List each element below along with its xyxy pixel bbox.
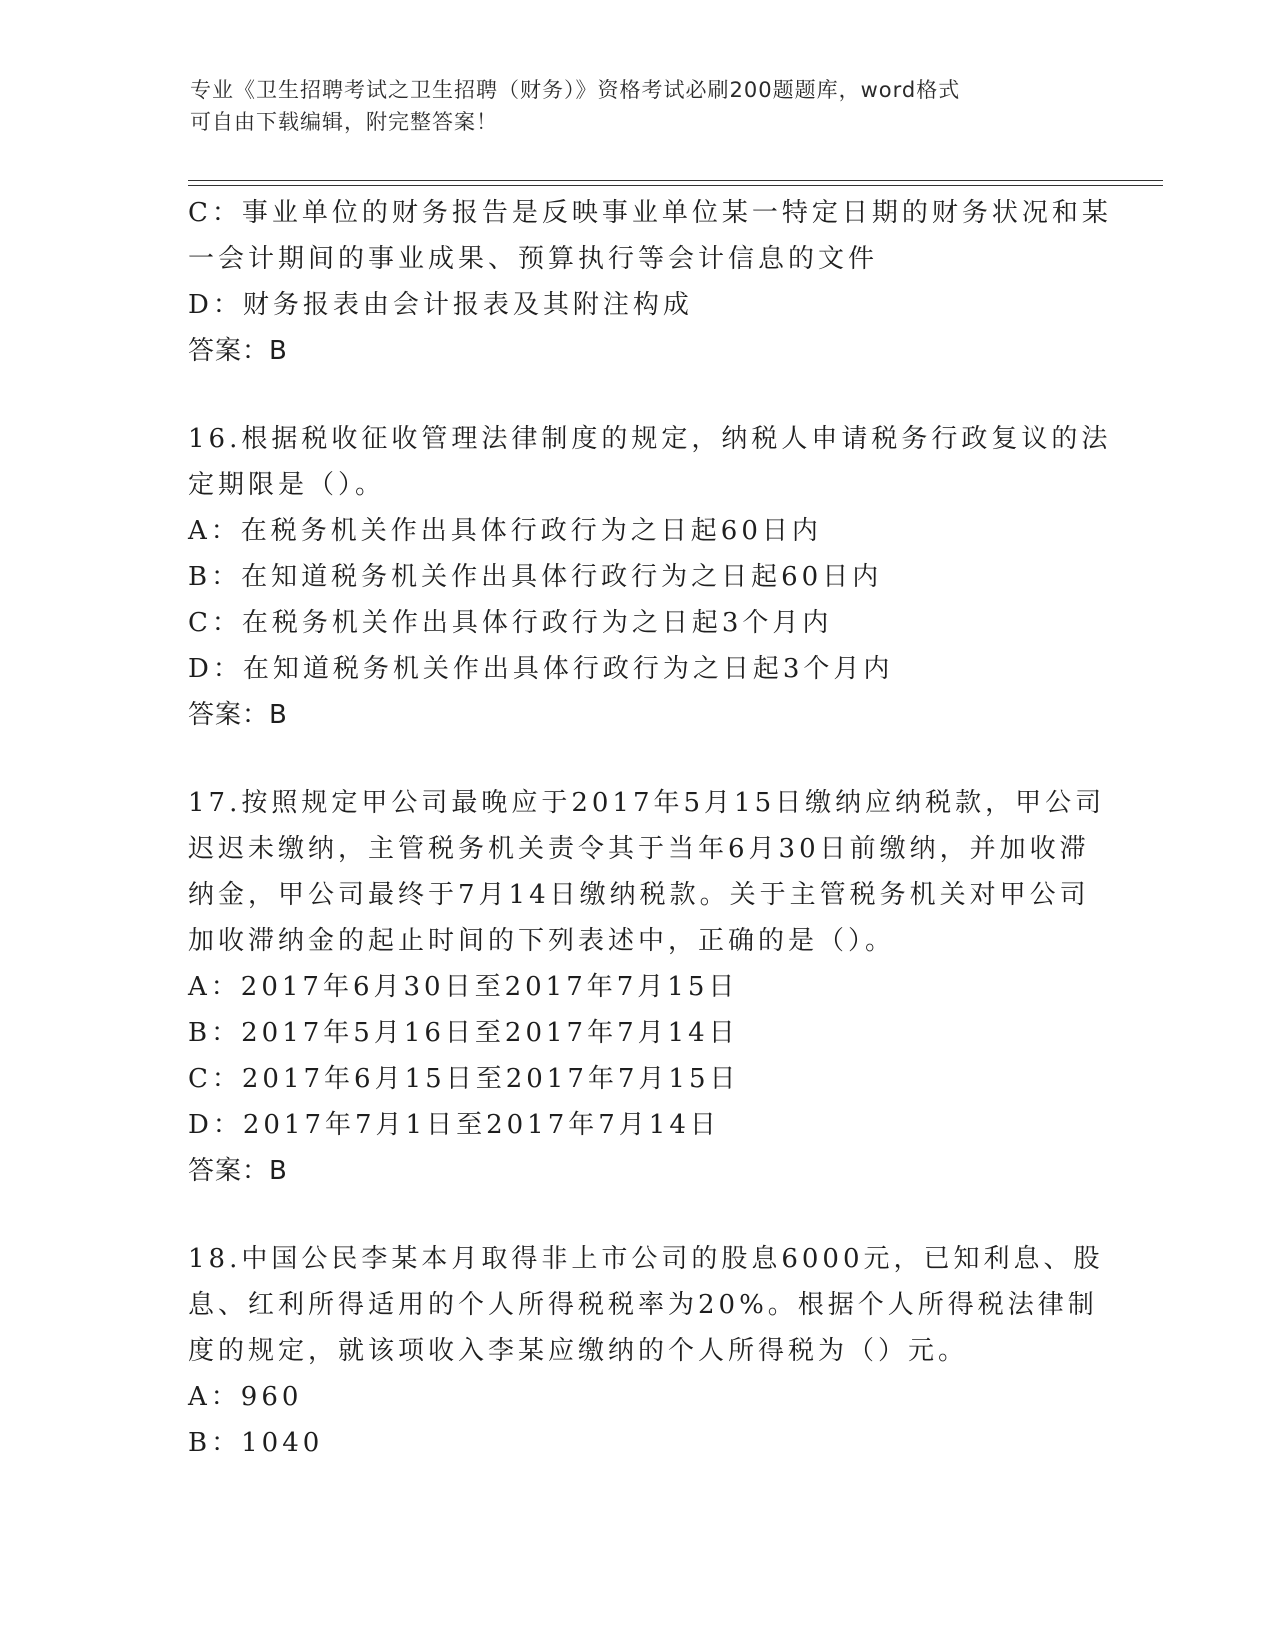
question-18 [188, 1236, 1104, 1466]
question-stem: 息、红利所得适用的个人所得税税率为20%。根据个人所得税法律制 [188, 1290, 1098, 1320]
question-stem: 迟迟未缴纳，主管税务机关责令其于当年6月30日前缴纳，并加收滞 [188, 834, 1090, 864]
question-16 [188, 416, 1112, 738]
option-d: D：在知道税务机关作出具体行政行为之日起3个月内 [188, 654, 894, 684]
page-header [190, 74, 1070, 138]
option-c: C：事业单位的财务报告是反映事业单位某一特定日期的财务状况和某 [188, 198, 1112, 228]
header-divider-top [188, 180, 1163, 181]
option-b: B：1040 [188, 1428, 324, 1458]
header-title-line-2: 可自由下载编辑，附完整答案！ [190, 110, 498, 134]
document-body [188, 190, 1112, 1466]
question-stem: 18.中国公民李某本月取得非上市公司的股息6000元，已知利息、股 [188, 1244, 1104, 1274]
question-stem: 度的规定，就该项收入李某应缴纳的个人所得税为（）元。 [188, 1336, 969, 1366]
question-stem: 17.按照规定甲公司最晚应于2017年5月15日缴纳应纳税款，甲公司 [188, 788, 1106, 818]
question-stem: 定期限是（）。 [188, 470, 386, 500]
question-15-continued [188, 190, 1112, 374]
option-b: B：2017年5月16日至2017年7月14日 [188, 1018, 739, 1048]
header-divider-bottom [188, 185, 1163, 186]
option-a: A：2017年6月30日至2017年7月15日 [188, 972, 739, 1002]
question-stem: 纳金，甲公司最终于7月14日缴纳税款。关于主管税务机关对甲公司 [188, 880, 1090, 910]
question-stem: 16.根据税收征收管理法律制度的规定，纳税人申请税务行政复议的法 [188, 424, 1112, 454]
option-c: C：在税务机关作出具体行政行为之日起3个月内 [188, 608, 833, 638]
option-b: B：在知道税务机关作出具体行政行为之日起60日内 [188, 562, 883, 592]
answer: 答案：B [188, 1156, 288, 1186]
answer: 答案：B [188, 700, 288, 730]
question-stem: 加收滞纳金的起止时间的下列表述中，正确的是（）。 [188, 926, 896, 956]
option-c-continued: 一会计期间的事业成果、预算执行等会计信息的文件 [188, 244, 879, 274]
option-a: A：在税务机关作出具体行政行为之日起60日内 [188, 516, 822, 546]
answer: 答案：B [188, 336, 288, 366]
option-d: D：2017年7月1日至2017年7月14日 [188, 1110, 720, 1140]
option-d: D：财务报表由会计报表及其附注构成 [188, 290, 693, 320]
option-a: A：960 [188, 1382, 303, 1412]
option-c: C：2017年6月15日至2017年7月15日 [188, 1064, 740, 1094]
header-title-line-1: 专业《卫生招聘考试之卫生招聘（财务）》资格考试必刷200题题库，word格式 [190, 78, 961, 102]
question-17 [188, 780, 1106, 1194]
